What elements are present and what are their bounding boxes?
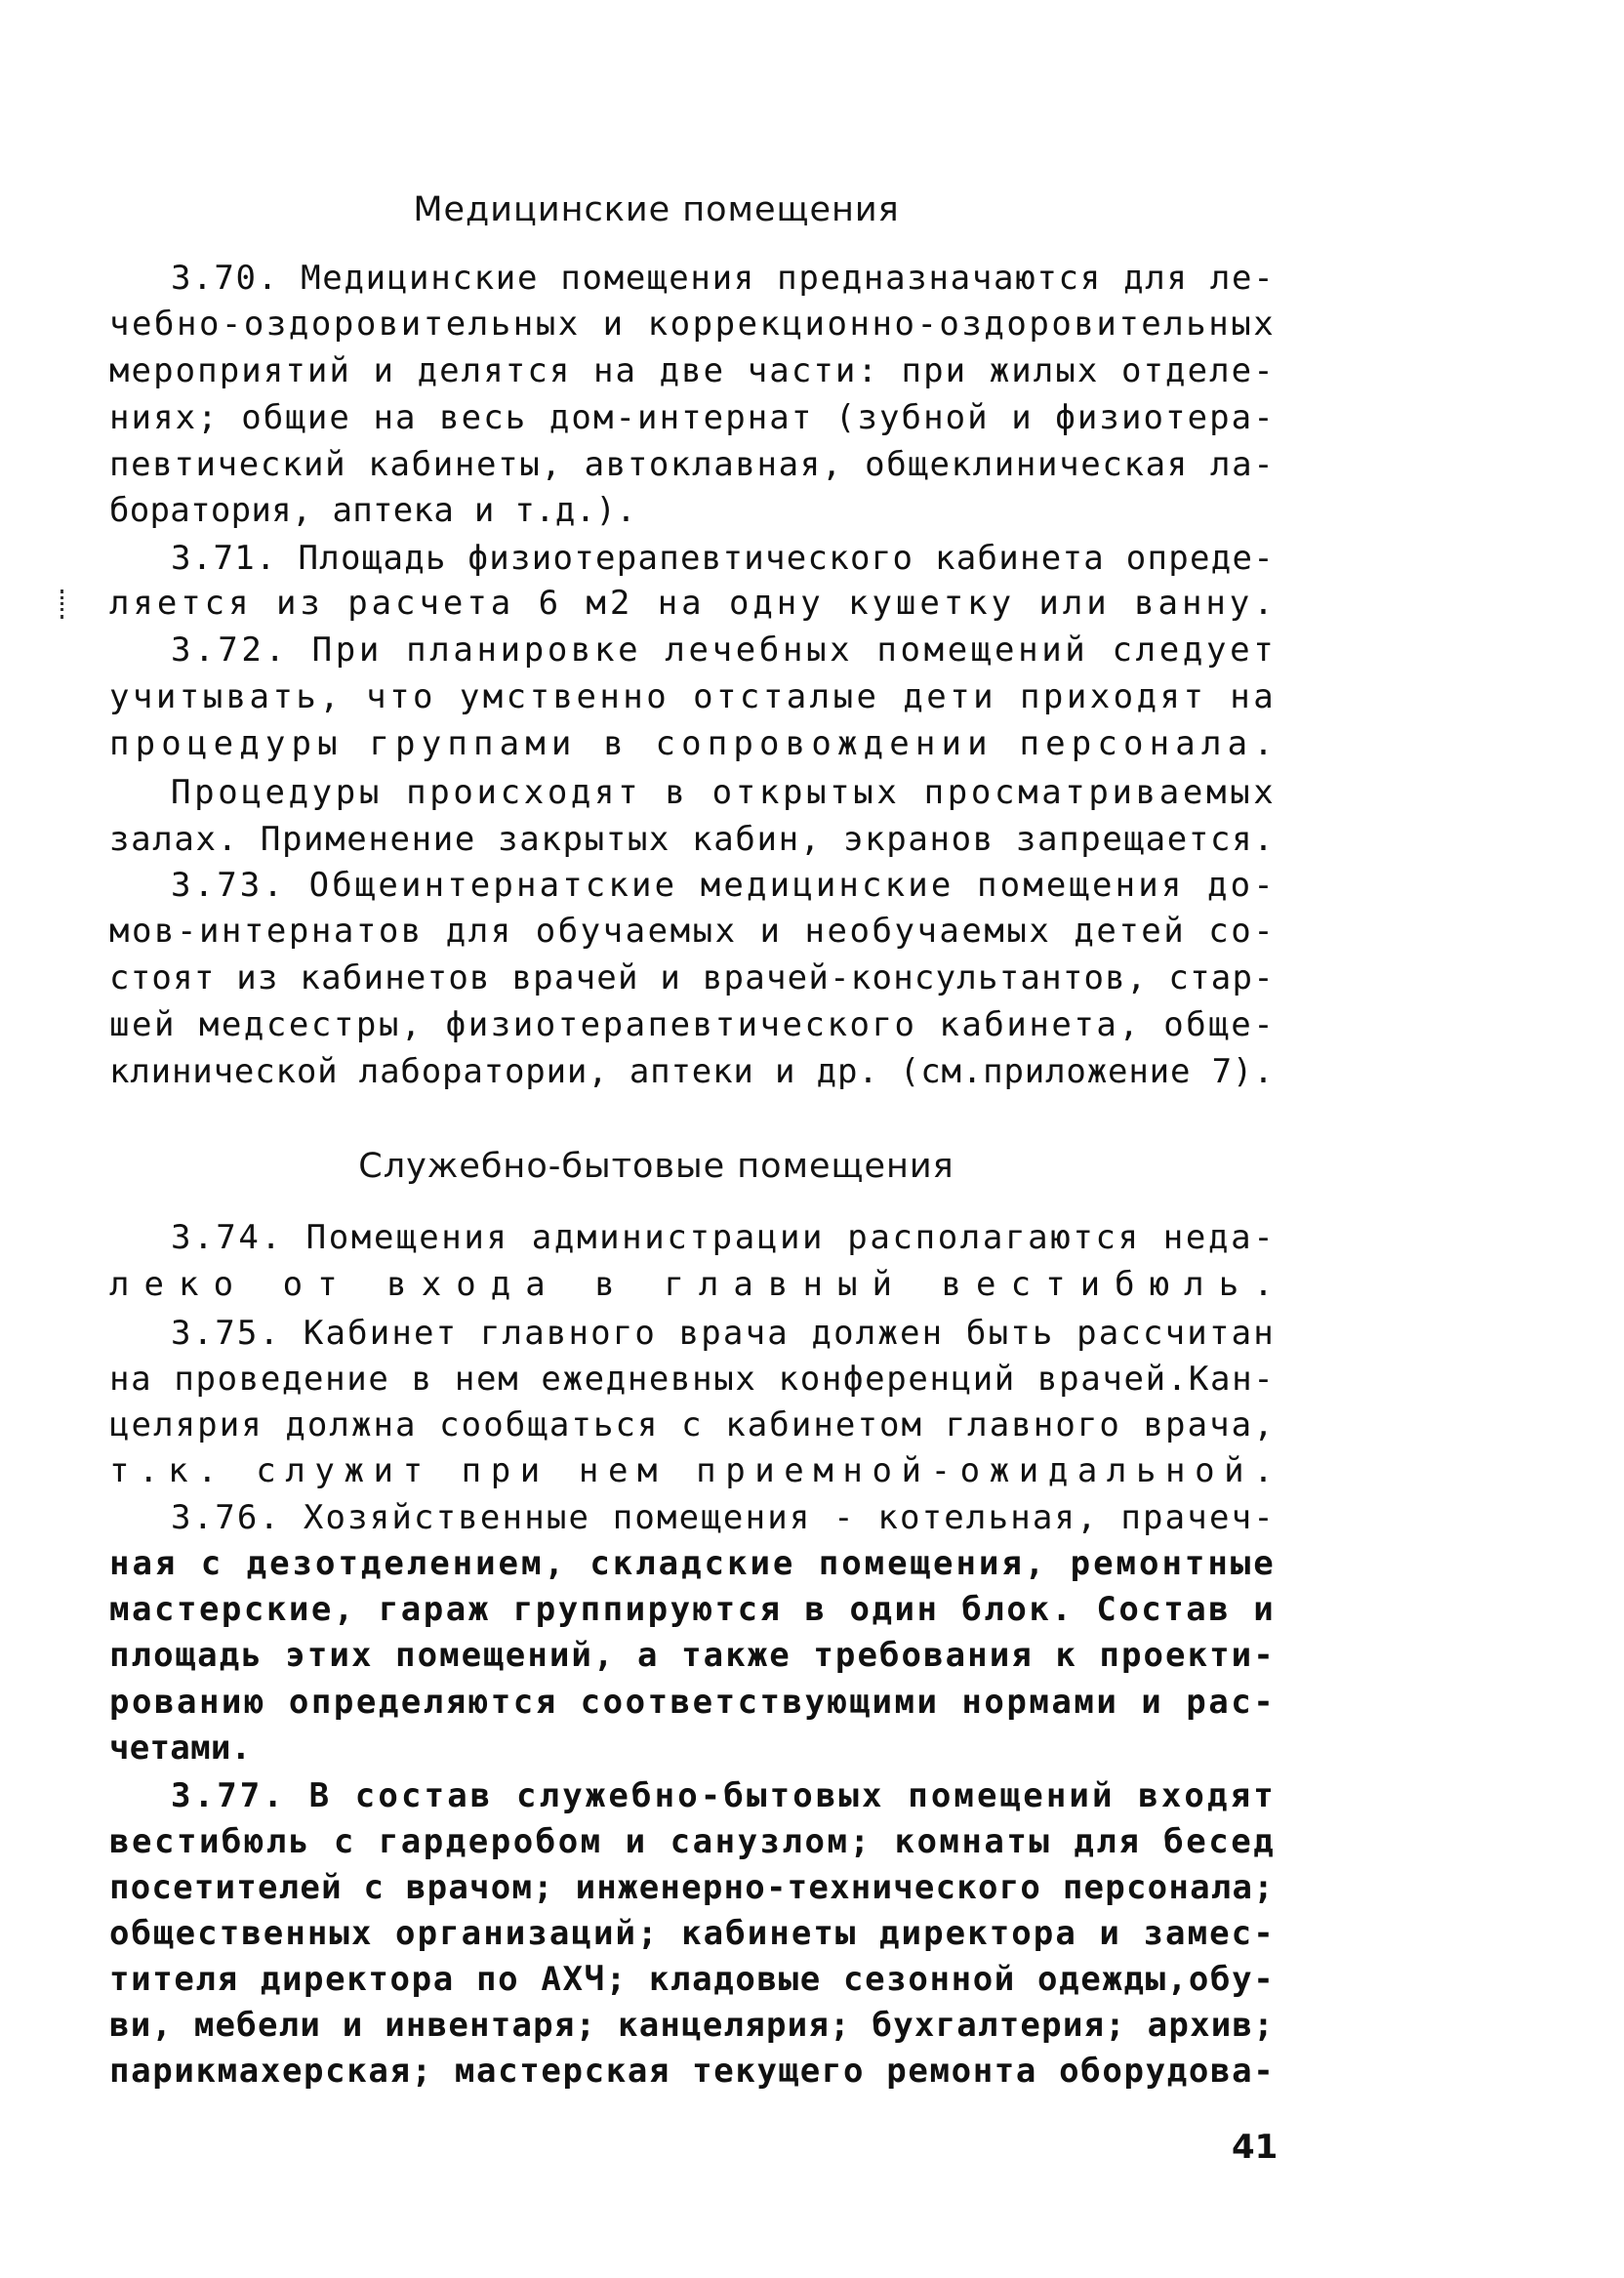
- text-line: мастерские, гараж группируются в один блок. Состав и: [109, 1590, 1277, 1629]
- text-line: ниях; общие на весь дом-интернат (зубной и физиотера-: [109, 398, 1276, 437]
- text-line: 3.73. Общеинтернатские медицинские помещения до-: [171, 866, 1277, 905]
- page-number: 41: [1232, 2128, 1279, 2167]
- text-line: парикмахерская; мастерская текущего ремонта оборудова-: [109, 2052, 1276, 2091]
- section-heading-service: Служебно-бытовые помещения: [358, 1147, 954, 1186]
- text-line: чебно-оздоровительных и коррекционно-оздоровительных: [109, 305, 1277, 344]
- text-line: общественных организаций; кабинеты директора и замес-: [109, 1914, 1276, 1953]
- text-line: певтический кабинеты, автоклавная, общеклиническая ла-: [109, 445, 1276, 484]
- text-line: клинической лаборатории, аптеки и др. (см.приложение 7).: [109, 1052, 1275, 1091]
- text-line: учитывать, что умственно отсталые дети приходят на: [109, 677, 1278, 716]
- text-line: целярия должна сообщаться с кабинетом главного врача,: [109, 1405, 1276, 1444]
- text-line: стоят из кабинетов врачей и врачей-консультантов, стар-: [109, 958, 1275, 997]
- text-line: Процедуры происходят в открытых просматриваемых: [171, 773, 1278, 812]
- text-line: площадь этих помещений, а также требования к проекти-: [109, 1636, 1276, 1675]
- text-line: шей медсестры, физиотерапевтического кабинета, обще-: [109, 1005, 1277, 1044]
- text-line: рованию определяются соответствующими нормами и рас-: [109, 1683, 1277, 1722]
- text-line: залах. Применение закрытых кабин, экранов запрещается.: [109, 820, 1276, 859]
- text-line: посетителей с врачом; инженерно-технического персонала;: [109, 1868, 1275, 1907]
- text-line: леко от входа в главный вестибюль.: [109, 1265, 1288, 1304]
- text-line: 3.77. В состав служебно-бытовых помещений входят: [171, 1776, 1277, 1815]
- text-line: 3.72. При планировке лечебных помещений следует: [171, 631, 1278, 670]
- text-line: ляется из расчета 6 м2 на одну кушетку или ванну.: [109, 584, 1278, 623]
- text-line: мов-интернатов для обучаемых и необучаемых детей со-: [109, 912, 1277, 951]
- text-line: 3.74. Помещения администрации располагаются неда-: [171, 1218, 1277, 1257]
- margin-mark: [61, 590, 67, 619]
- text-line: четами.: [109, 1729, 252, 1768]
- text-line: т.к. служит при нем приемной-ожидальной.: [109, 1451, 1283, 1490]
- text-line: 3.75. Кабинет главного врача должен быть рассчитан: [171, 1314, 1276, 1353]
- text-line: на проведение в нем ежедневных конференций врачей.Кан-: [109, 1360, 1276, 1399]
- text-line: 3.76. Хозяйственные помещения - котельная, прачеч-: [171, 1498, 1276, 1537]
- text-line: ви, мебели и инвентаря; канцелярия; бухгалтерия; архив;: [109, 2006, 1275, 2045]
- section-heading-medical: Медицинские помещения: [413, 190, 900, 229]
- text-line: боратория, аптека и т.д.).: [109, 491, 637, 530]
- text-line: ная с дезотделением, складские помещения, ремонтные: [109, 1544, 1277, 1583]
- text-line: тителя директора по АХЧ; кладовые сезонной одежды,обу-: [109, 1960, 1276, 1999]
- text-line: 3.70. Медицинские помещения предназначаются для ле-: [171, 259, 1276, 298]
- text-line: процедуры группами в сопровождении персонала.: [109, 724, 1279, 763]
- text-line: вестибюль с гардеробом и санузлом; комнаты для бесед: [109, 1822, 1277, 1861]
- text-line: мероприятий и делятся на две части: при жилых отделе-: [109, 351, 1276, 390]
- text-line: 3.71. Площадь физиотерапевтического кабинета опреде-: [171, 539, 1275, 578]
